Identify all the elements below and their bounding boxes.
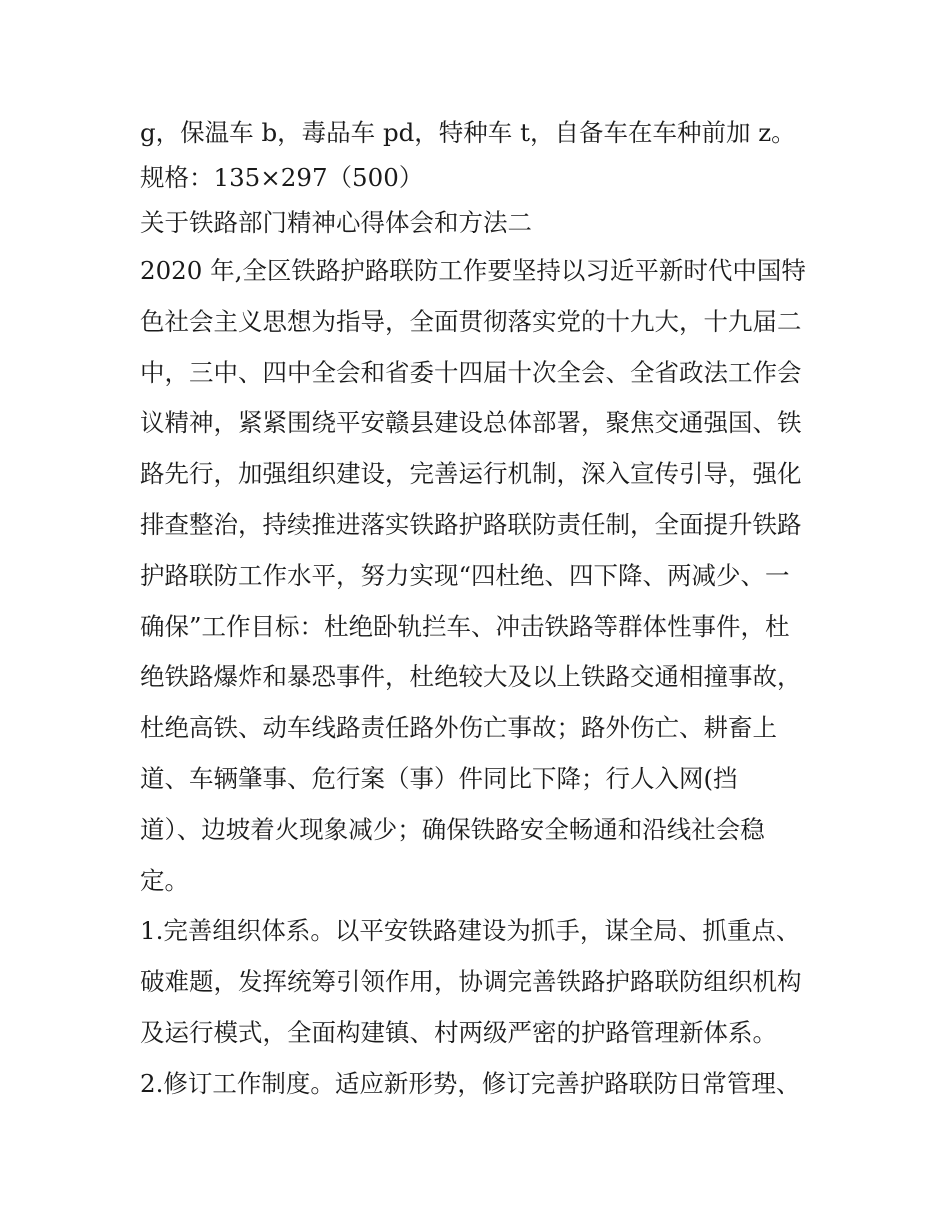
text-line: 道、车辆肇事、危行案（事）件同比下降；行人入网(挡 [140, 763, 738, 793]
text-line: 破难题，发挥统筹引领作用，协调完善铁路护路联防组织机构 [140, 967, 802, 997]
text-line: g，保温车 b，毒品车 pd，特种车 t，自备车在车种前加 z。 [140, 118, 796, 147]
text-line: 色社会主义思想为指导，全面贯彻落实党的十九大，十九届二 [140, 306, 802, 336]
text-line: 2.修订工作制度。适应新形势，修订完善护路联防日常管理、 [140, 1068, 801, 1098]
text-line: 排查整治，持续推进落实铁路护路联防责任制，全面提升铁路 [140, 509, 802, 539]
document-body [140, 110, 820, 1110]
text-line: 定。 [140, 865, 189, 895]
text-line: 杜绝高铁、动车线路责任路外伤亡事故；路外伤亡、耕畜上 [140, 713, 777, 743]
text-line: 规格：135×297（500） [140, 163, 424, 192]
text-line: 确保”工作目标：杜绝卧轨拦车、冲击铁路等群体性事件，杜 [140, 611, 790, 641]
text-line: 护路联防工作水平，努力实现“四杜绝、四下降、两减少、一 [140, 560, 790, 590]
text-line: 路先行，加强组织建设，完善运行机制，深入宣传引导，强化 [140, 459, 802, 489]
text-line: 绝铁路爆炸和暴恐事件，杜绝较大及以上铁路交通相撞事故， [140, 662, 802, 692]
text-line: 中，三中、四中全会和省委十四届十次全会、全省政法工作会 [140, 357, 802, 387]
text-line: 1.完善组织体系。以平安铁路建设为抓手，谋全局、抓重点、 [140, 916, 801, 946]
text-line: 2020 年,全区铁路护路联防工作要坚持以习近平新时代中国特 [140, 256, 806, 285]
section-title: 关于铁路部门精神心得体会和方法二 [140, 208, 532, 237]
text-line: 及运行模式，全面构建镇、村两级严密的护路管理新体系。 [140, 1017, 777, 1047]
text-line: 议精神，紧紧围绕平安赣县建设总体部署，聚焦交通强国、铁 [140, 408, 802, 438]
text-line: 道）、边坡着火现象减少；确保铁路安全畅通和沿线社会稳 [140, 814, 765, 844]
